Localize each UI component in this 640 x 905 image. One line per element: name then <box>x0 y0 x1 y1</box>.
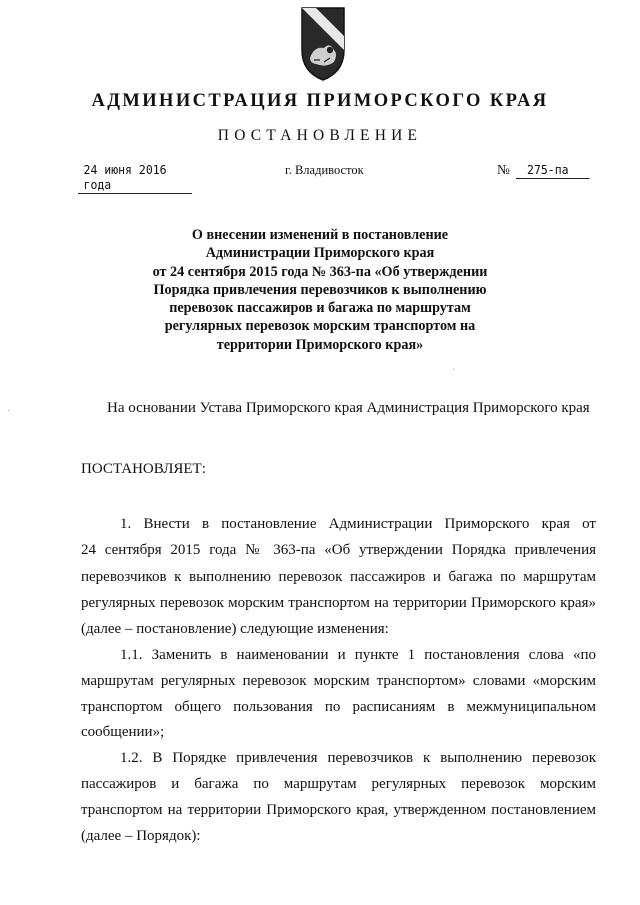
subject-line: О внесении изменений в постановление <box>191 227 449 243</box>
decree-word: ПОСТАНОВЛЯЕТ: <box>81 461 206 477</box>
basis-paragraph: На основании Устава Приморского края Администрация Приморского края <box>107 400 590 416</box>
organization-title: АДМИНИСТРАЦИЯ ПРИМОРСКОГО КРАЯ <box>91 91 549 111</box>
body-line: (далее – Порядок): <box>81 828 201 844</box>
subject-line: Порядка привлечения перевозчиков к выполнению <box>153 281 487 298</box>
document-meta-row <box>0 162 640 192</box>
document-type: ПОСТАНОВЛЕНИЕ <box>217 127 423 144</box>
subject-line: Администрации Приморского края <box>205 245 435 262</box>
coat-of-arms-emblem <box>300 6 346 82</box>
scan-speck <box>453 369 454 370</box>
body-line: 1. Внести в постановление Администрации Приморского края от <box>120 516 596 532</box>
subject-line: территории Приморского края» <box>216 336 424 353</box>
scan-speck <box>8 410 9 411</box>
document-subject <box>120 226 520 354</box>
body-line: сообщении»; <box>81 724 165 740</box>
document-date: 24 июня 2016 года <box>78 162 192 194</box>
document-number: 275-па <box>516 162 590 179</box>
body-line: (далее – постановление) следующие изменения: <box>81 621 389 637</box>
body-line: 1.1. Заменить в наименовании и пункте 1 постановления слова «по <box>120 647 596 663</box>
body-line: 24 сентября 2015 года № 363-па «Об утверждении Порядка привлечения <box>81 542 596 558</box>
document-city: г. Владивосток <box>285 163 364 177</box>
body-line: регулярных перевозок морским транспортом на территории Приморского края» <box>81 595 596 611</box>
subject-line: перевозок пассажиров и багажа по маршрутам <box>169 300 471 317</box>
body-line: маршрутам регулярных перевозок морским транспортом» словами «морским <box>81 673 596 689</box>
body-line: пассажиров и багажа по маршрутам регулярных перевозок морским <box>81 776 596 792</box>
body-line: транспортом на территории Приморского края, утвержденном постановлением <box>81 802 596 818</box>
subject-line: от 24 сентября 2015 года № 363-па «Об утверждении <box>152 263 488 280</box>
subject-line: регулярных перевозок морским транспортом на <box>164 318 476 335</box>
body-line: 1.2. В Порядке привлечения перевозчиков к выполнению перевозок <box>120 750 596 766</box>
number-sign: № <box>497 162 510 177</box>
body-line: перевозчиков к выполнению перевозок пассажиров и багажа по маршрутам <box>81 569 596 585</box>
body-line: транспортом общего пользования по расписаниям в межмуниципальном <box>81 699 596 715</box>
